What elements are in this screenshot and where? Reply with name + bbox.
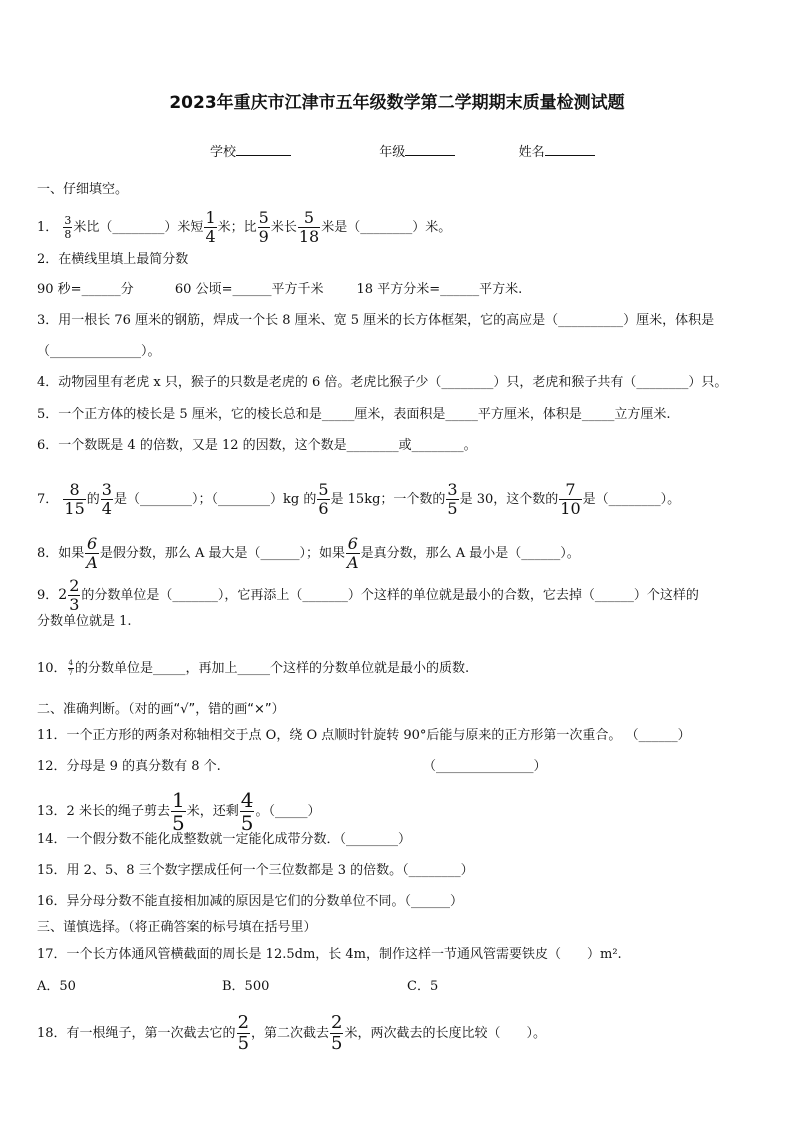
question-number: 11． [37,728,67,743]
fraction: $\frac{7}{10}$ [560,480,581,518]
question-text: 有一根绳子，第一次截去它的 [66,1026,236,1041]
option-c[interactable]: C．5 [407,979,439,994]
question-1 [37,210,451,245]
question-text: 米，两次截去的长度比较（ ）。 [344,1026,546,1041]
question-number: 9． [37,588,59,603]
question-3 [37,313,714,329]
name-label: 姓名 [518,145,545,160]
question-2-line: 90 秒=______分 60 公顷=______平方千米 18 平方分米=______平方米. [37,282,523,297]
question-number: 17． [37,947,67,962]
question-11 [37,728,691,744]
question-text: 分母是 9 的真分数有 8 个. [66,759,221,774]
page-title: 2023年重庆市江津市五年级数学第二学期期末质量检测试题 [169,93,625,113]
mixed-number-whole: 2 [58,587,68,603]
fraction: $\frac{2}{5}$ [237,1012,250,1054]
fraction: $\frac{3}{4}$ [101,480,112,518]
question-number: 15． [37,863,67,878]
question-text: 动物园里有老虎 x 只，猴子的只数是老虎的 6 倍。老虎比猴子少（________）只，老虎和猴子共有（________）只。 [58,375,728,390]
question-text: ，第二次截去 [251,1026,330,1041]
question-7 [37,482,680,517]
question-12 [37,759,221,775]
question-text: 是 15kg；一个数的 [330,492,446,507]
section-2-heading: 二、准确判断。（对的画“√”，错的画“×”） [37,702,285,717]
fraction: $\frac{5}{6}$ [318,480,329,518]
question-14 [37,832,411,848]
question-text: 异分母分数不能直接相加减的原因是它们的分数单位不同。（______） [66,894,464,909]
question-number: 12． [37,759,67,774]
fraction: $\frac{6}{A}$ [347,534,359,572]
question-number: 13． [37,804,67,819]
question-text: 。（_____） [255,804,321,819]
fraction: $\frac{3}{5}$ [447,480,458,518]
fraction: $\frac{4}{7}$ [68,659,74,677]
question-text: 的 [86,492,100,507]
question-9-cont: 分数单位就是 1. [37,614,132,629]
question-text: 是真分数，那么 A 最小是（______）。 [360,546,580,561]
question-15 [37,863,474,879]
question-text: 2 米长的绳子剪去 [66,804,170,819]
question-3-cont: （______________）。 [37,344,161,359]
question-8 [37,536,580,571]
fraction: $\frac{5}{18}$ [298,208,320,246]
question-number: 3． [37,313,59,328]
question-text: 在横线里填上最简分数 [58,252,189,267]
fraction: $\frac{6}{A}$ [86,534,98,572]
question-text: 米长 [270,220,297,235]
grade-blank[interactable] [405,143,455,156]
question-9 [37,578,699,613]
question-6 [37,438,477,454]
question-text: 的分数单位是（_______），它再添上（_______）个这样的单位就是最小的合数，它去掉（______）个这样的 [81,588,699,603]
question-text: 用 2、5、8 三个数字摆成任何一个三位数都是 3 的倍数。（________） [66,863,474,878]
fraction: $\frac{2}{5}$ [331,1012,343,1054]
question-text: 米是（________）米。 [321,220,452,235]
question-number: 8． [37,546,59,561]
question-16 [37,894,463,910]
question-text: 是（________）；（________）kg 的 [113,492,317,507]
question-18 [37,1014,546,1053]
question-number: 10． [37,661,67,676]
question-text: 是假分数，那么 A 最大是（______）；如果 [99,546,346,561]
question-number: 18． [37,1026,67,1041]
fraction: $\frac{2}{3}$ [69,576,80,614]
question-13 [37,790,320,833]
question-number: 16． [37,894,67,909]
question-text: 米；比 [217,220,257,235]
school-blank[interactable] [236,143,291,156]
school-label: 学校 [210,145,237,160]
question-10 [37,660,469,677]
question-4 [37,375,727,391]
question-17 [37,947,622,963]
question-5 [37,407,670,423]
header-fields [210,143,595,161]
option-b[interactable]: B．500 [222,979,270,994]
question-text: 用一根长 76 厘米的钢筋，焊成一个长 8 厘米、宽 5 厘米的长方体框架，它的高应是（__________）厘米，体积是 [58,313,715,328]
question-text: 一个长方体通风管横截面的周长是 12.5dm，长 4m，制作这样一节通风管需要铁皮（ ）m². [66,947,622,962]
fraction: $\frac{1}{5}$ [171,788,185,835]
fraction: $\frac{1}{4}$ [205,208,216,246]
question-12-answer[interactable]: （_______________） [423,759,547,774]
question-text: 一个正方形的两条对称轴相交于点 O，绕 O 点顺时针旋转 90°后能与原来的正方形第一次重合。 （______） [66,728,691,743]
name-blank[interactable] [545,143,595,156]
question-text: 如果 [58,546,85,561]
question-text: 米比（________）米短 [73,220,204,235]
question-number: 1． [37,220,59,235]
question-number: 6． [37,438,59,453]
section-1-heading: 一、仔细填空。 [37,182,129,197]
grade-label: 年级 [379,145,406,160]
fraction: $\frac{5}{9}$ [258,208,269,246]
question-number: 14． [37,832,67,847]
question-text: 一个数既是 4 的倍数，又是 12 的因数，这个数是________或________。 [58,438,477,453]
question-number: 4． [37,375,59,390]
fraction: $\frac{3}{8}$ [64,214,72,241]
question-number: 2． [37,252,59,267]
fraction: $\frac{8}{15}$ [64,480,85,518]
question-text: 是 30，这个数的 [459,492,559,507]
question-text: 一个假分数不能化成整数就一定能化成带分数．（________） [66,832,412,847]
question-number: 5． [37,407,59,422]
question-text: 是（________）。 [582,492,681,507]
question-text: 的分数单位是_____，再加上_____个这样的分数单位就是最小的质数. [75,661,470,676]
section-3-heading: 三、谨慎选择。（将正确答案的标号填在括号里） [37,920,317,935]
option-a[interactable]: A．50 [37,979,76,994]
question-text: 米，还剩 [186,804,239,819]
question-text: 一个正方体的棱长是 5 厘米，它的棱长总和是_____厘米，表面积是_____平方厘米，体积是_____立方厘米. [58,407,671,422]
question-2 [37,252,188,268]
fraction: $\frac{4}{5}$ [240,788,254,835]
question-number: 7． [37,492,59,507]
